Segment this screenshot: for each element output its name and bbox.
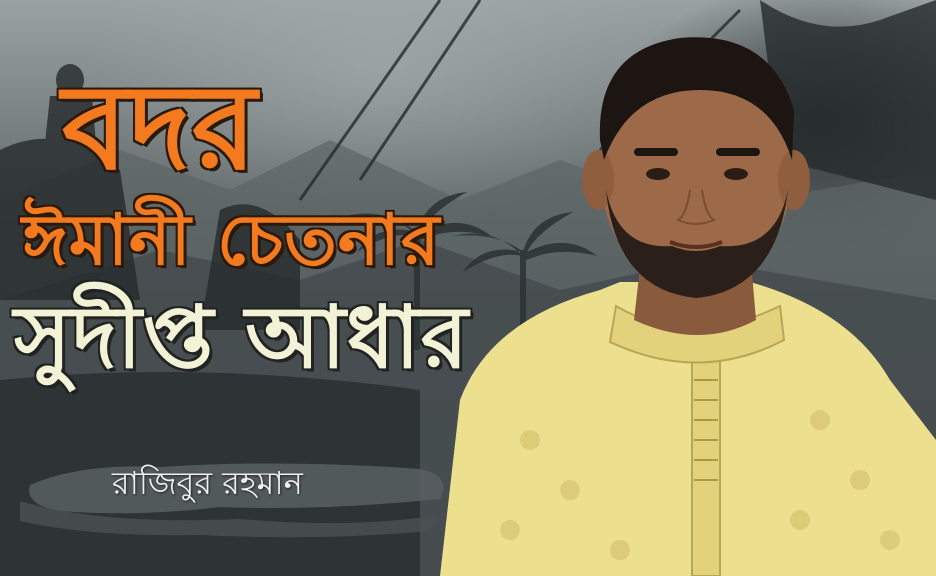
title-line-2: ঈমানী চেতনার	[22, 199, 441, 281]
speaker-portrait	[420, 20, 936, 576]
title-line-1: বদর	[62, 58, 258, 196]
speaker-name: রাজিবুর রহমান	[112, 464, 303, 502]
title-line-3: সুদীপ্ত আধার	[14, 288, 469, 388]
